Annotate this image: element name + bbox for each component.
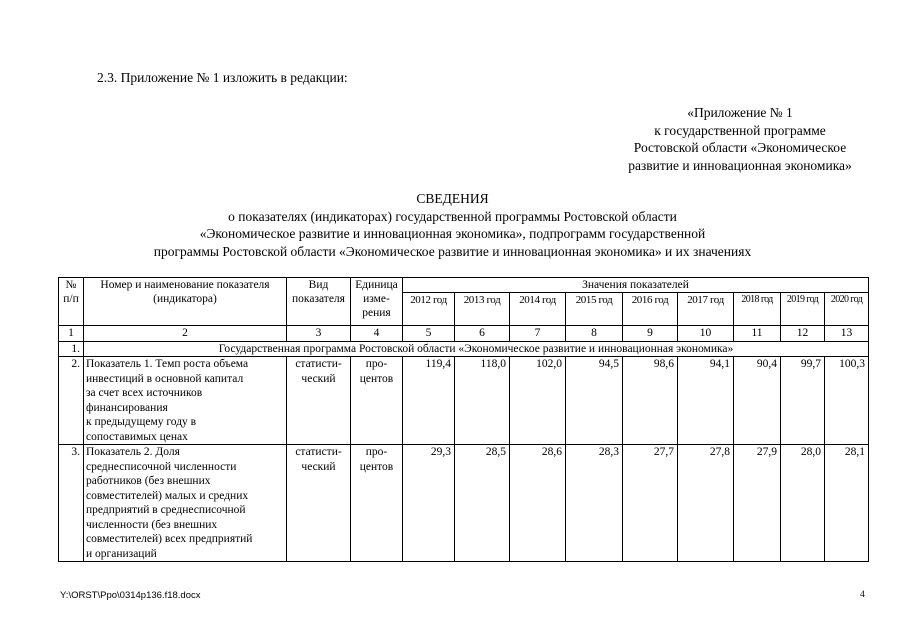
indicator-name-line: инвестиций в основной капитал xyxy=(86,372,244,385)
indicator-name-line: Показатель 1. Темп роста объема xyxy=(86,358,249,370)
header-year: 2012 год xyxy=(403,293,455,326)
indicator-name xyxy=(84,445,287,562)
section-number: 1. xyxy=(59,341,84,357)
header-name: Номер и наименование показателя (индикатора) xyxy=(84,278,287,326)
indicator-type-line: ческий xyxy=(301,372,336,385)
column-number: 9 xyxy=(623,326,678,342)
value-cell: 94,1 xyxy=(678,357,734,445)
indicator-name-line: работников (без внешних xyxy=(86,475,211,487)
indicator-name-line: предприятий в среднесписочной xyxy=(86,504,246,516)
heading-line: о показателях (индикаторах) государственной программы Ростовской области xyxy=(228,208,677,224)
header-year: 2020 год xyxy=(825,293,869,326)
header-year: 2013 год xyxy=(455,293,510,326)
column-number: 11 xyxy=(734,326,781,342)
value-cell: 119,4 xyxy=(403,357,455,445)
column-number: 4 xyxy=(351,326,403,342)
indicator-name-line: Показатель 2. Доля xyxy=(86,446,180,458)
header-year: 2015 год xyxy=(566,293,623,326)
indicator-name-line: к предыдущему году в xyxy=(86,416,197,428)
heading-line: «Экономическое развитие и инновационная экономика», подпрограмм государственной xyxy=(199,226,706,241)
appendix-line: к государственной программе xyxy=(654,122,826,138)
row-number: 3. xyxy=(59,445,84,562)
appendix-line: Ростовской области «Экономическое xyxy=(633,140,847,155)
section-row xyxy=(59,341,869,357)
indicator-name-line: среднесписочной численности xyxy=(86,460,237,473)
indicator-unit-line: центов xyxy=(359,372,394,385)
column-number: 8 xyxy=(566,326,623,342)
page-number: 4 xyxy=(860,590,865,600)
indicator-name-line: финансирования xyxy=(86,401,168,414)
header-year: 2016 год xyxy=(623,293,678,326)
intro-paragraph: 2.3. Приложение № 1 изложить в редакции: xyxy=(97,70,348,85)
value-cell: 94,5 xyxy=(566,357,623,445)
indicator-unit xyxy=(351,357,403,445)
value-cell: 28,0 xyxy=(781,445,825,562)
indicator-type-line: статисти- xyxy=(295,446,342,458)
value-cell: 98,6 xyxy=(623,357,678,445)
appendix-line: «Приложение № 1 xyxy=(687,105,793,120)
value-cell: 27,8 xyxy=(678,445,734,562)
header-type: Вид показателя xyxy=(287,278,351,326)
indicator-unit-line: про- xyxy=(365,358,388,370)
value-cell: 29,3 xyxy=(403,445,455,562)
appendix-reference xyxy=(560,104,905,174)
indicator-type xyxy=(287,357,351,445)
header-year: 2019 год xyxy=(781,293,825,326)
indicator-name-line: совместителей) всех предприятий xyxy=(86,533,253,545)
column-number: 1 xyxy=(59,326,84,342)
indicator-name-line: и организаций xyxy=(86,547,157,560)
appendix-line: развитие и инновационная экономика» xyxy=(628,157,852,173)
column-numbers-row xyxy=(59,326,869,342)
header-year: 2018 год xyxy=(734,293,781,326)
column-number: 6 xyxy=(455,326,510,342)
value-cell: 28,5 xyxy=(455,445,510,562)
indicator-type-line: статисти- xyxy=(295,358,342,370)
header-year: 2017 год xyxy=(678,293,734,326)
indicator-name-line: за счет всех источников xyxy=(86,387,203,399)
header-num: № п/п xyxy=(59,278,84,326)
indicator-type-line: ческий xyxy=(301,460,336,473)
indicator-unit-line: про- xyxy=(365,446,388,458)
value-cell: 28,1 xyxy=(825,445,869,562)
value-cell: 102,0 xyxy=(510,357,566,445)
indicator-unit-line: центов xyxy=(359,460,394,473)
section-title: Государственная программа Ростовской области «Экономическое развитие и инновационная экономика» xyxy=(84,341,869,357)
column-number: 2 xyxy=(84,326,287,342)
value-cell: 90,4 xyxy=(734,357,781,445)
header-year: 2014 год xyxy=(510,293,566,326)
header-unit: Единица изме- рения xyxy=(351,278,403,326)
indicator-type xyxy=(287,445,351,562)
value-cell: 28,6 xyxy=(510,445,566,562)
indicators-table xyxy=(58,277,869,562)
column-number: 10 xyxy=(678,326,734,342)
table-row xyxy=(59,357,869,445)
column-number: 13 xyxy=(825,326,869,342)
value-cell: 27,9 xyxy=(734,445,781,562)
value-cell: 99,7 xyxy=(781,357,825,445)
document-heading xyxy=(0,190,905,260)
indicator-name-line: численности (без внешних xyxy=(86,518,218,531)
indicator-unit xyxy=(351,445,403,562)
header-row xyxy=(59,278,869,293)
indicator-name-line: совместителей) малых и средних xyxy=(86,489,249,502)
column-number: 5 xyxy=(403,326,455,342)
indicator-name-line: сопоставимых ценах xyxy=(86,430,188,443)
header-values-group: Значения показателей xyxy=(403,278,869,293)
indicator-name xyxy=(84,357,287,445)
heading-title: СВЕДЕНИЯ xyxy=(416,191,489,206)
table-row xyxy=(59,445,869,562)
footer-file-path: Y:\ORST\Ppo\0314p136.f18.docx xyxy=(60,590,201,601)
value-cell: 100,3 xyxy=(825,357,869,445)
value-cell: 27,7 xyxy=(623,445,678,562)
value-cell: 118,0 xyxy=(455,357,510,445)
value-cell: 28,3 xyxy=(566,445,623,562)
heading-line: программы Ростовской области «Экономическое развитие и инновационная экономика» и их значениях xyxy=(153,243,752,259)
column-number: 3 xyxy=(287,326,351,342)
column-number: 7 xyxy=(510,326,566,342)
column-number: 12 xyxy=(781,326,825,342)
row-number: 2. xyxy=(59,357,84,445)
